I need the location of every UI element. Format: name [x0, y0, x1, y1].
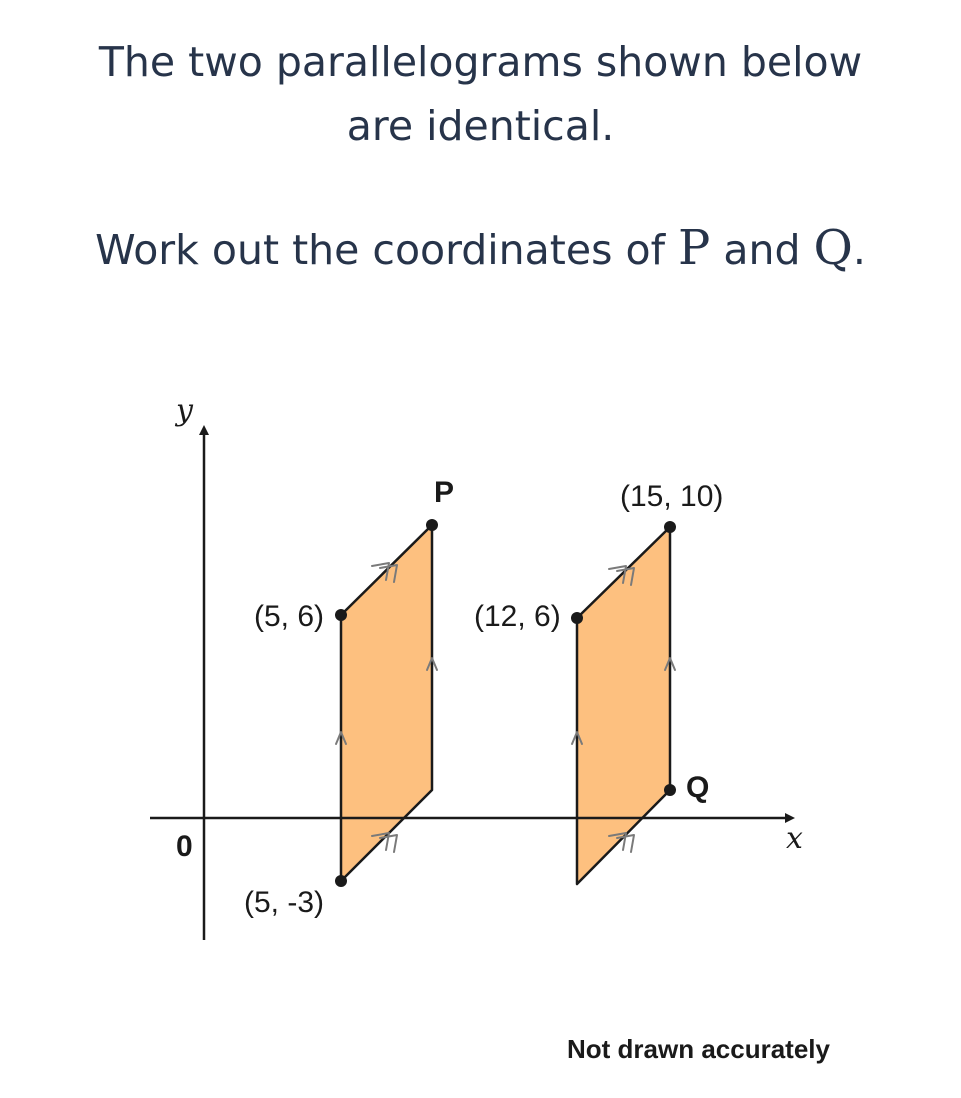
label-left-bottom-left: (5, -3) [244, 886, 325, 919]
label-right-top-left: (12, 6) [474, 600, 561, 633]
vertex-left-top-left [335, 609, 347, 621]
variable-p: P [678, 220, 711, 276]
question-suffix: . [852, 226, 866, 274]
question-line-1: The two parallelograms shown below [98, 38, 863, 86]
vertex-right-bottom-right [664, 784, 676, 796]
label-p: P [434, 476, 455, 509]
label-q: Q [686, 771, 710, 804]
vertex-right-top-left [571, 612, 583, 624]
question-line-2: are identical. [346, 102, 615, 150]
vertex-left-top-right [426, 519, 438, 531]
not-drawn-accurately-note: Not drawn accurately [567, 1034, 830, 1064]
question-mid: and [710, 226, 814, 274]
variable-q: Q [813, 220, 853, 276]
label-right-top-right: (15, 10) [620, 480, 724, 513]
vertex-left-bottom-left [335, 875, 347, 887]
origin-label: 0 [176, 830, 193, 863]
y-axis-label: y [176, 393, 193, 428]
label-left-top-left: (5, 6) [254, 600, 325, 633]
question-prefix: Work out the coordinates of [95, 226, 679, 274]
vertex-right-top-right [664, 521, 676, 533]
x-axis-label: x [786, 821, 803, 856]
